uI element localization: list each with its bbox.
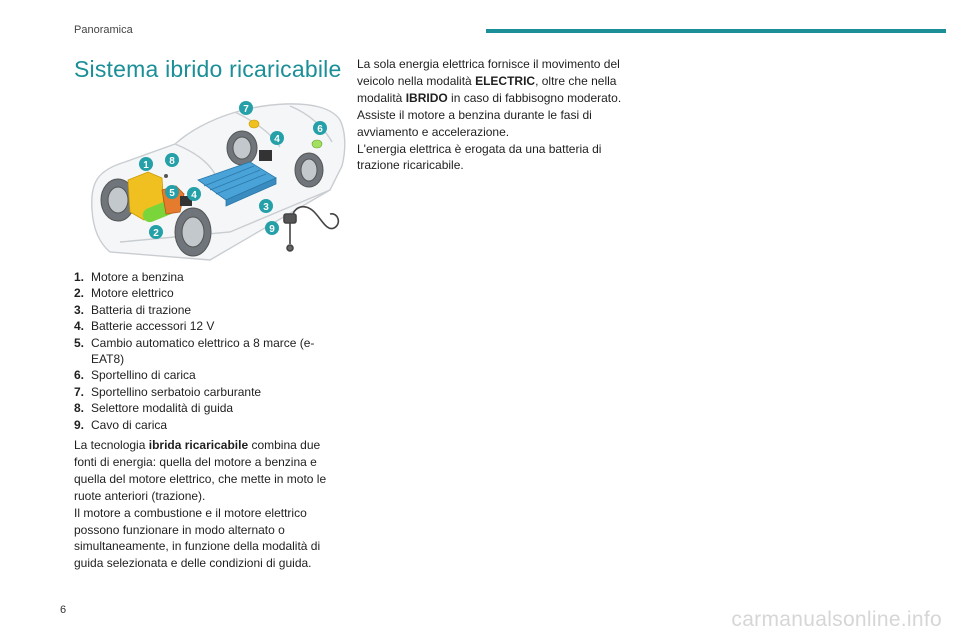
legend-text: Cavo di carica	[91, 417, 168, 432]
paragraph-line: Il motore a combustione e il motore elettrico possono funzionare in modo alternato o simultaneamente, in funzione della modalità di guida selezionata e delle condizioni di guida.	[74, 505, 321, 571]
callout-6-label: 6	[317, 124, 323, 135]
legend-number: 5.	[74, 335, 85, 350]
callout-4-rear-label: 4	[274, 134, 280, 145]
legend-text: Batterie accessori 12 V	[91, 319, 215, 334]
page-number: 6	[60, 604, 67, 616]
callout-1-label: 1	[143, 160, 149, 171]
accessory-battery-rear	[259, 150, 272, 161]
legend-item	[74, 384, 344, 400]
callout-9	[265, 221, 279, 235]
text-run: , oltre che nella modalità	[357, 73, 617, 105]
callout-3-label: 3	[263, 202, 269, 213]
legend-item	[74, 269, 344, 285]
text-run: in caso di fabbisogno moderato. Assiste il motore a benzina durante le fasi di avviamento e accelerazione.	[357, 90, 622, 139]
legend-item	[74, 417, 344, 433]
component-legend	[74, 269, 344, 433]
paragraph-line	[357, 56, 627, 141]
bold-text: ibrida ricaricabile	[148, 438, 249, 452]
callout-8-label: 8	[169, 156, 175, 167]
callout-5	[165, 185, 179, 199]
callout-7-label: 7	[243, 104, 249, 115]
bold-text: ELECTRIC	[475, 73, 536, 88]
bold-text: IBRIDO	[405, 90, 448, 105]
wheel-front-right	[175, 208, 211, 256]
legend-number: 1.	[74, 270, 85, 284]
charging-flap	[312, 140, 322, 148]
text-run: combina due fonti di energia: quella del motore a benzina e quella del motore elettrico, che mette in moto le ruote anteriori (trazione).	[74, 438, 327, 503]
paragraph-line: L'energia elettrica è erogata da una batteria di trazione ricaricabile.	[357, 141, 602, 173]
callout-8	[165, 153, 179, 167]
text-run: La sola energia elettrica fornisce il movimento del veicolo nella modalità	[357, 57, 620, 88]
callout-1	[139, 157, 153, 171]
wheel-rear-left	[227, 131, 257, 165]
electric-energy-paragraph	[357, 56, 627, 174]
legend-item	[74, 318, 344, 334]
legend-text: Motore elettrico	[91, 286, 174, 301]
watermark: carmanualsonline.info	[731, 608, 942, 631]
callout-2	[149, 225, 163, 239]
hybrid-system-illustration	[80, 92, 350, 272]
wheel-rear-right	[295, 153, 323, 187]
header-accent-bar	[486, 29, 946, 33]
charging-cable	[284, 207, 338, 251]
legend-item	[74, 400, 344, 416]
legend-text: Sportellino di carica	[91, 368, 196, 383]
callout-6	[313, 121, 327, 135]
callout-3	[259, 199, 273, 213]
legend-number: 6.	[74, 368, 85, 383]
legend-number: 7.	[74, 384, 85, 399]
legend-number: 9.	[74, 417, 85, 432]
fuel-flap	[249, 120, 259, 128]
callout-4-front	[187, 187, 201, 201]
legend-text: Sportellino serbatoio carburante	[91, 384, 262, 399]
callout-4-front-label: 4	[191, 190, 197, 201]
legend-text: Cambio automatico elettrico a 8 marce (e-EAT8)	[91, 335, 315, 367]
text-run: La tecnologia	[74, 438, 149, 452]
callout-5-label: 5	[169, 188, 175, 199]
legend-item	[74, 367, 344, 383]
page-title: Sistema ibrido ricaricabile	[74, 56, 342, 82]
legend-text: Selettore modalità di guida	[91, 401, 234, 416]
paragraph-line	[74, 437, 344, 505]
legend-number: 2.	[74, 286, 85, 301]
callout-2-label: 2	[153, 228, 159, 239]
section-header: Panoramica	[74, 24, 133, 36]
legend-item	[74, 302, 344, 318]
legend-number: 3.	[74, 302, 85, 317]
drive-mode-selector	[164, 174, 168, 178]
callout-4-rear	[270, 131, 284, 145]
legend-number: 8.	[74, 401, 85, 416]
legend-item	[74, 285, 344, 301]
legend-text: Batteria di trazione	[91, 302, 192, 317]
legend-number: 4.	[74, 319, 85, 334]
legend-item	[74, 335, 344, 368]
hybrid-technology-paragraph	[74, 437, 344, 572]
callout-9-label: 9	[269, 224, 275, 235]
legend-text: Motore a benzina	[91, 270, 184, 284]
callout-7	[239, 101, 253, 115]
